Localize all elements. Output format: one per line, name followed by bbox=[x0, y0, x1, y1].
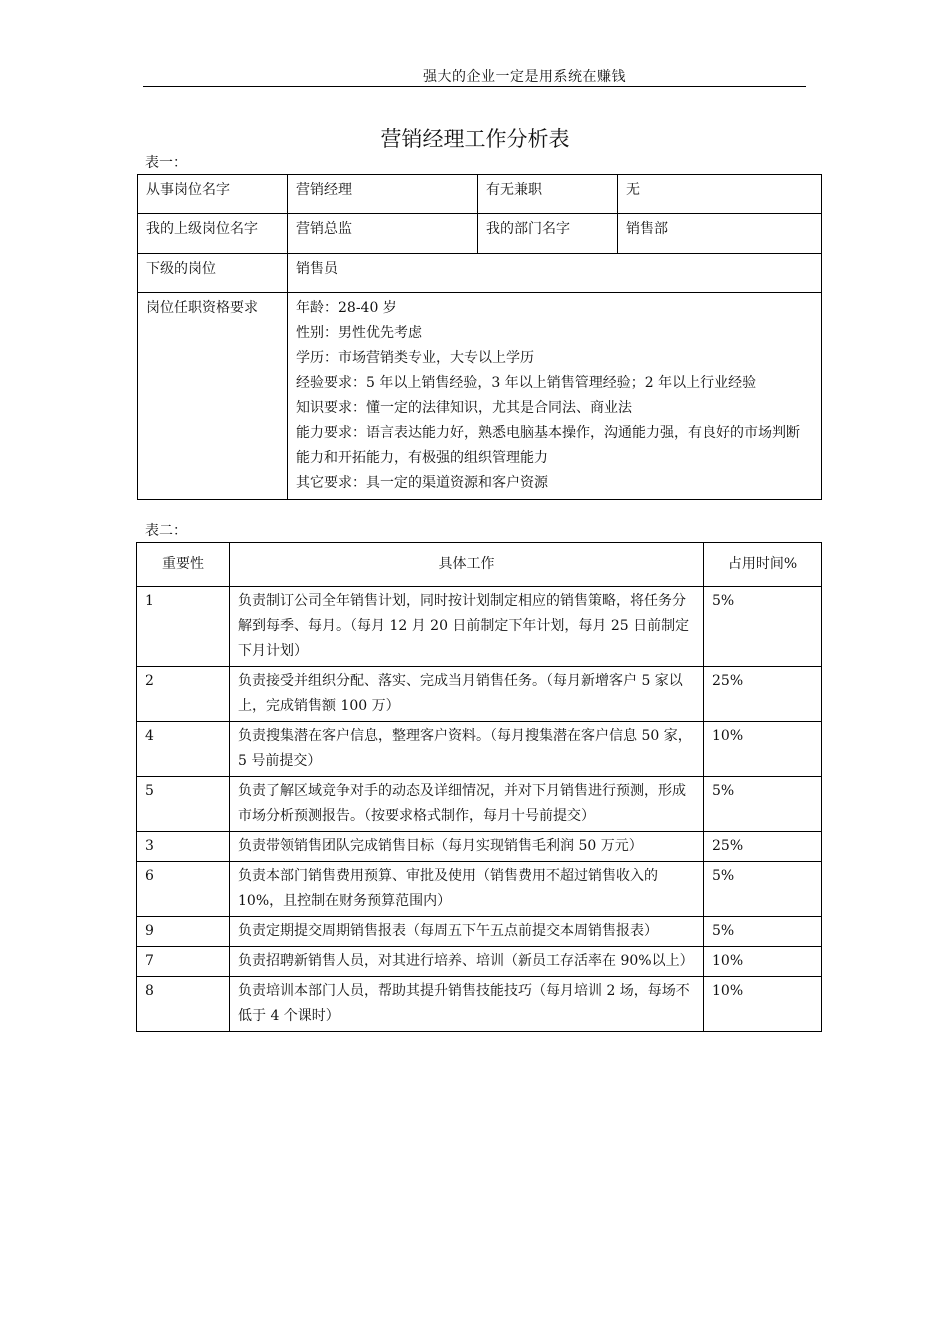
row-work: 负责培训本部门人员，帮助其提升销售技能技巧（每月培训 2 场，每场不低于 4 个课时） bbox=[230, 977, 704, 1032]
qualification-item: 能力要求：语言表达能力好，熟悉电脑基本操作，沟通能力强，有良好的市场判断能力和开拓能力，有极强的组织管理能力 bbox=[296, 425, 800, 466]
row-time: 5% bbox=[704, 917, 822, 947]
row-time: 10% bbox=[704, 947, 822, 977]
row-time: 10% bbox=[704, 722, 822, 777]
row-time: 25% bbox=[704, 667, 822, 722]
qualification-list bbox=[288, 293, 822, 500]
row-time: 10% bbox=[704, 977, 822, 1032]
subordinate-value: 销售员 bbox=[288, 254, 822, 293]
qualification-item: 其它要求：具一定的渠道资源和客户资源 bbox=[296, 475, 548, 491]
qualification-item: 性别：男性优先考虑 bbox=[296, 325, 422, 341]
work-analysis-table bbox=[136, 542, 822, 1032]
row-time: 5% bbox=[704, 777, 822, 832]
qualification-label: 岗位任职资格要求 bbox=[138, 293, 288, 500]
row-work: 负责了解区域竞争对手的动态及详细情况，并对下月销售进行预测，形成市场分析预测报告。（按要求格式制作，每月十号前提交） bbox=[230, 777, 704, 832]
concurrent-value: 无 bbox=[618, 175, 822, 214]
row-importance: 6 bbox=[137, 862, 230, 917]
row-importance: 2 bbox=[137, 667, 230, 722]
row-work: 负责定期提交周期销售报表（每周五下午五点前提交本周销售报表） bbox=[230, 917, 704, 947]
row-importance: 5 bbox=[137, 777, 230, 832]
row-work: 负责招聘新销售人员，对其进行培养、培训（新员工存活率在 90%以上） bbox=[230, 947, 704, 977]
row-work: 负责制订公司全年销售计划，同时按计划制定相应的销售策略，将任务分解到每季、每月。（每月 12 月 20 日前制定下年计划，每月 25 日前制定下月计划） bbox=[230, 587, 704, 667]
row-time: 25% bbox=[704, 832, 822, 862]
row-importance: 7 bbox=[137, 947, 230, 977]
row-work: 负责接受并组织分配、落实、完成当月销售任务。（每月新增客户 5 家以上，完成销售额 100 万） bbox=[230, 667, 704, 722]
row-time: 5% bbox=[704, 862, 822, 917]
job-info-table bbox=[137, 174, 822, 500]
qualification-item: 经验要求：5 年以上销售经验，3 年以上销售管理经验；2 年以上行业经验 bbox=[296, 375, 757, 391]
position-value: 营销经理 bbox=[288, 175, 478, 214]
row-importance: 8 bbox=[137, 977, 230, 1032]
row-importance: 9 bbox=[137, 917, 230, 947]
row-time: 5% bbox=[704, 587, 822, 667]
table2-caption: 表二： bbox=[145, 523, 187, 539]
header-importance: 重要性 bbox=[137, 543, 230, 587]
qualification-item: 知识要求：懂一定的法律知识，尤其是合同法、商业法 bbox=[296, 400, 632, 416]
dept-label: 我的部门名字 bbox=[478, 214, 618, 254]
header-time: 占用时间% bbox=[704, 543, 822, 587]
subordinate-label: 下级的岗位 bbox=[138, 254, 288, 293]
row-importance: 1 bbox=[137, 587, 230, 667]
qualification-item: 学历：市场营销类专业，大专以上学历 bbox=[296, 350, 534, 366]
page-title: 营销经理工作分析表 bbox=[380, 127, 570, 151]
superior-value: 营销总监 bbox=[288, 214, 478, 254]
row-importance: 3 bbox=[137, 832, 230, 862]
header-work: 具体工作 bbox=[230, 543, 704, 587]
row-work: 负责搜集潜在客户信息，整理客户资料。（每月搜集潜在客户信息 50 家，5 号前提交） bbox=[230, 722, 704, 777]
superior-label: 我的上级岗位名字 bbox=[138, 214, 288, 254]
dept-value: 销售部 bbox=[618, 214, 822, 254]
concurrent-label: 有无兼职 bbox=[478, 175, 618, 214]
header-slogan: 强大的企业一定是用系统在赚钱 bbox=[423, 69, 626, 85]
page-header bbox=[143, 64, 806, 87]
row-work: 负责带领销售团队完成销售目标（每月实现销售毛利润 50 万元） bbox=[230, 832, 704, 862]
position-label: 从事岗位名字 bbox=[138, 175, 288, 214]
row-work: 负责本部门销售费用预算、审批及使用（销售费用不超过销售收入的 10%，且控制在财务预算范围内） bbox=[230, 862, 704, 917]
table1-caption: 表一： bbox=[145, 155, 187, 171]
qualification-item: 年龄：28-40 岁 bbox=[296, 300, 397, 316]
row-importance: 4 bbox=[137, 722, 230, 777]
